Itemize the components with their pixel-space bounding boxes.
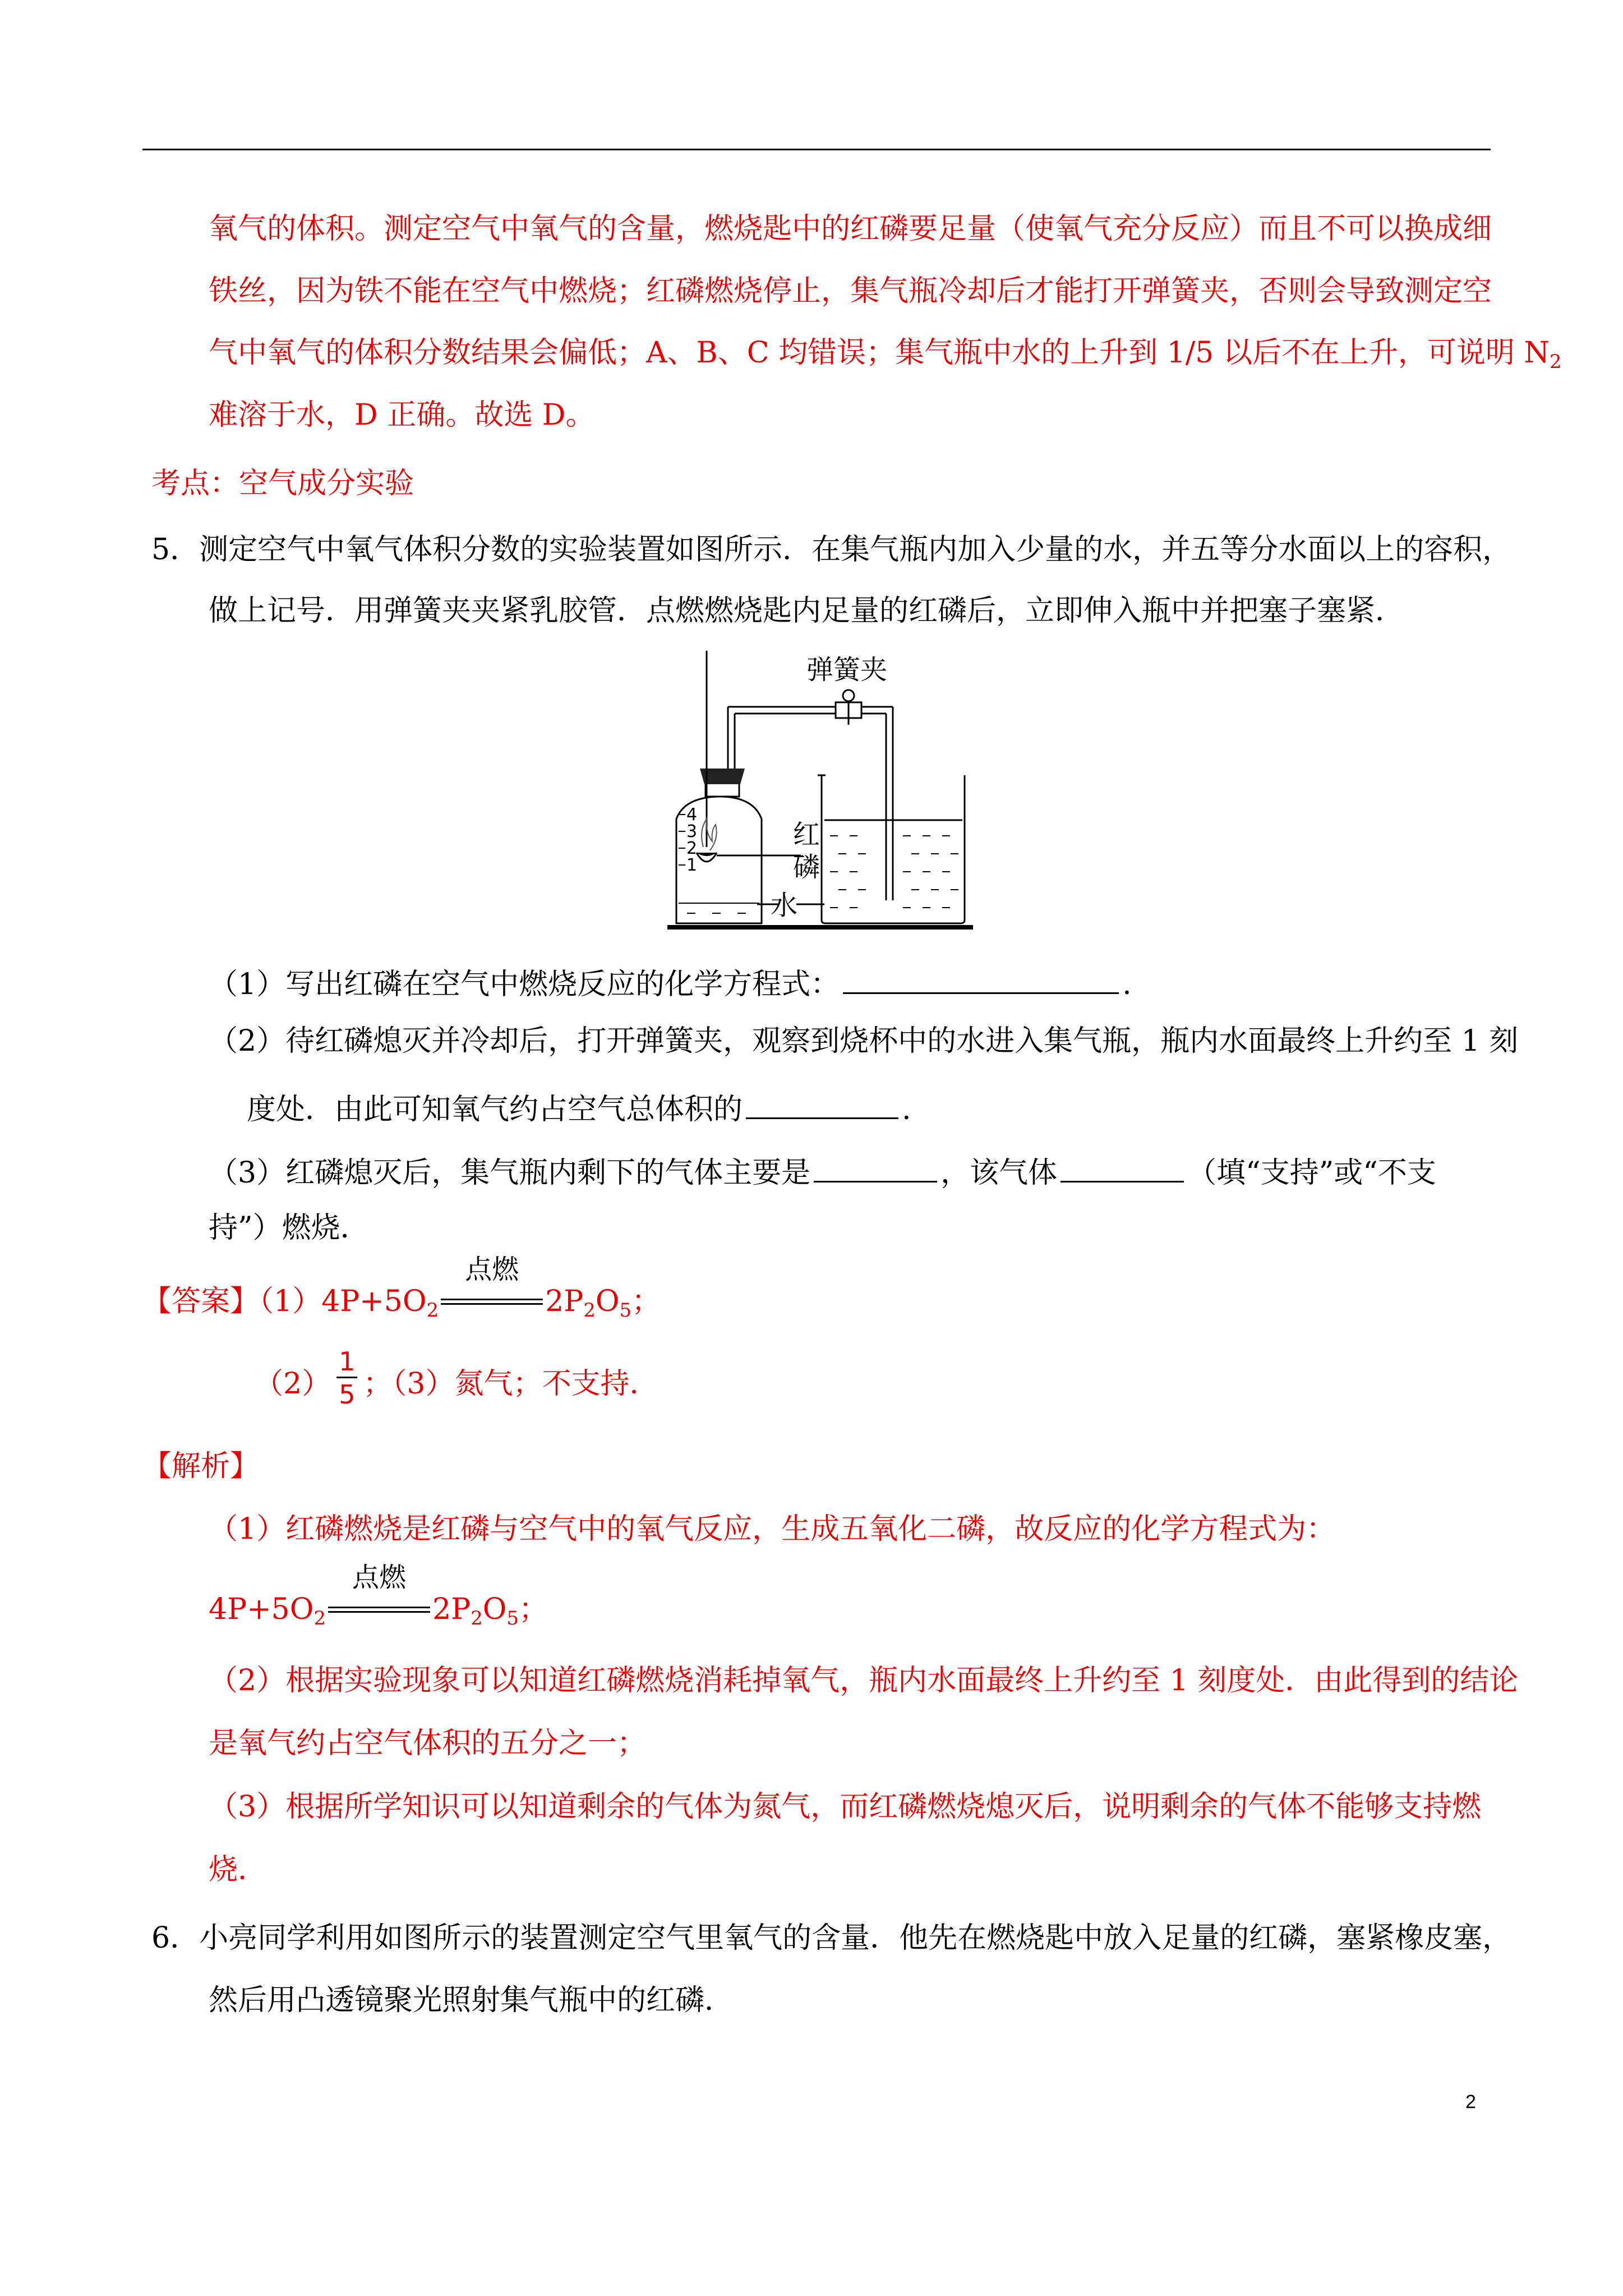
q5-sub1-blank xyxy=(843,963,1119,994)
answer-line1 xyxy=(142,1254,661,1322)
q5-stem-line2: 做上记号．用弹簧夹夹紧乳胶管．点燃燃烧匙内足量的红磷后，立即伸入瓶中并把塞子塞紧． xyxy=(209,594,1405,628)
fraction-one-fifth: $\frac{1}{5}$ xyxy=(336,1349,357,1407)
kaodian-label: 考点：空气成分实验 xyxy=(151,467,414,500)
analysis-p3-line1: （3）根据所学知识可以知道剩余的气体为氮气，而红磷燃烧熄灭后，说明剩余的气体不能够支持燃 xyxy=(209,1790,1482,1824)
label-spring-clip: 弹簧夹 xyxy=(806,654,888,685)
analysis-equation: $4P+5O_2$ 点燃 $2P_2O_5$； xyxy=(209,1562,548,1630)
scale-mark-2: 2 xyxy=(686,839,698,858)
q5-sub3-blank-support xyxy=(1061,1152,1184,1182)
apparatus-figure xyxy=(656,651,981,934)
analysis-p1: （1）红磷燃烧是红磷与空气中的氧气反应，生成五氧化二磷，故反应的化学方程式为： xyxy=(209,1512,1336,1546)
scale-mark-1: 1 xyxy=(686,855,698,875)
answer-reaction-arrow: 点燃 xyxy=(439,1282,545,1311)
q5-sub2-blank xyxy=(746,1088,898,1119)
analysis-prev-line3: 气中氧气的体积分数结果会偏低；A、B、C 均错误；集气瓶中水的上升到 1/5 以后不在上升，可说明 $N_2$ xyxy=(209,336,1562,373)
analysis-p2-line1: （2）根据实验现象可以知道红磷燃烧消耗掉氧气，瓶内水面最终上升约至 1 刻度处．由此得到的结论 xyxy=(209,1664,1519,1697)
q5-sub2-line2: 度处．由此可知氧气约占空气总体积的 . xyxy=(247,1088,911,1124)
analysis-tag: 【解析】 xyxy=(142,1450,260,1483)
scale-mark-3: 3 xyxy=(686,822,698,841)
label-water: 水 xyxy=(771,890,798,921)
scale-mark-4: 4 xyxy=(686,805,698,825)
q5-sub2-line1: （2）待红磷熄灭并冷却后，打开弹簧夹，观察到烧杯中的水进入集气瓶，瓶内水面最终上升约至 1 刻 xyxy=(209,1024,1519,1058)
spring-clip-icon xyxy=(836,690,861,725)
analysis-p2-line2: 是氧气约占空气体积的五分之一； xyxy=(209,1727,647,1760)
analysis-p3-line2: 烧． xyxy=(209,1853,268,1887)
bottle-scale xyxy=(679,805,697,875)
analysis-prev-line4: 难溶于水，D 正确。故选 D。 xyxy=(209,398,595,432)
label-red-phosphorus-2: 磷 xyxy=(793,852,820,883)
q5-stem-line1: 5．测定空气中氧气体积分数的实验装置如图所示．在集气瓶内加入少量的水，并五等分水面以上的容积， xyxy=(151,533,1512,567)
q6-stem-line2: 然后用凸透镜聚光照射集气瓶中的红磷． xyxy=(209,1984,734,2017)
answer-eq-reactants: $(1)4P+5O_2$ xyxy=(259,1285,439,1322)
analysis-prev-line1: 氧气的体积。测定空气中氧气的含量，燃烧匙中的红磷要足量（使氧气充分反应）而且不可以换成细 xyxy=(209,212,1492,246)
q5-sub3-blank-gas xyxy=(814,1152,937,1182)
q5-sub1: （1）写出红磷在空气中燃烧反应的化学方程式： . xyxy=(209,963,1132,999)
q5-sub3-line1: （3）红磷熄灭后，集气瓶内剩下的气体主要是 ，该气体 （填“支持”或“不支 xyxy=(209,1152,1436,1188)
analysis-prev-line2: 铁丝，因为铁不能在空气中燃烧；红磷燃烧停止，集气瓶冷却后才能打开弹簧夹，否则会导致测定空 xyxy=(209,274,1492,308)
answer-line2: （2） $\frac{1}{5}$ ；（3）氮气；不支持． xyxy=(254,1346,659,1410)
answer-eq-product: $2P_2O_5$； xyxy=(545,1285,661,1322)
header-rule xyxy=(142,149,1491,150)
page-number: 2 xyxy=(1465,2091,1476,2113)
analysis-reaction-arrow: 点燃 xyxy=(326,1590,432,1619)
answer-tag: 【答案】 xyxy=(142,1285,260,1318)
q5-sub3-line2: 持”）燃烧． xyxy=(209,1211,370,1245)
q6-stem-line1: 6．小亮同学利用如图所示的装置测定空气里氧气的含量．他先在燃烧匙中放入足量的红磷，塞紧橡皮塞， xyxy=(151,1921,1512,1955)
label-red-phosphorus-1: 红 xyxy=(793,819,820,850)
